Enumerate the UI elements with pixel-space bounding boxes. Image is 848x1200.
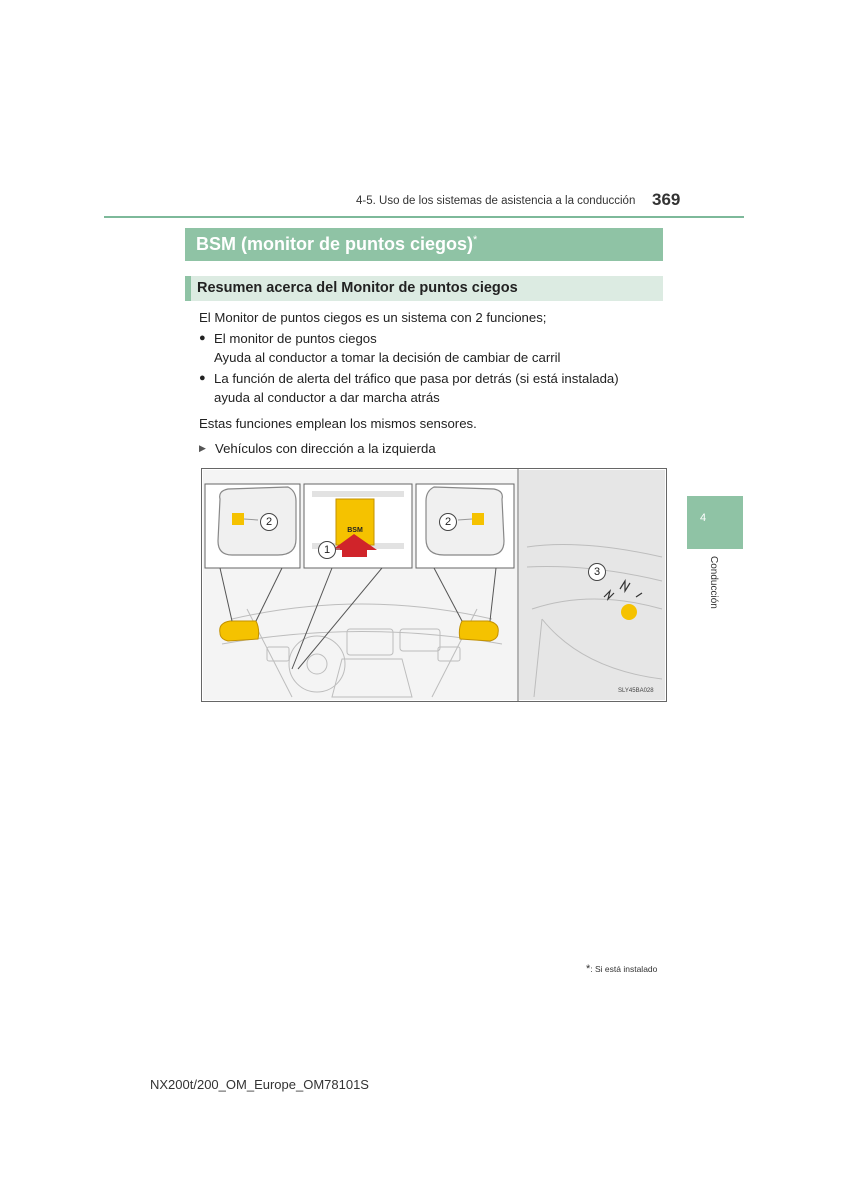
- footnote-text: : Si está instalado: [590, 964, 658, 974]
- right-mirror-indicator: [459, 621, 498, 641]
- bullet-2-title: La función de alerta del tráfico que pasa por detrás (si está instalada): [214, 371, 619, 386]
- page-title: [196, 234, 477, 255]
- intro-text: El Monitor de puntos ciegos es un sistema con 2 funciones;: [199, 310, 547, 325]
- subheading: Resumen acerca del Monitor de puntos ciegos: [197, 280, 518, 296]
- chapter-tab: [687, 496, 743, 549]
- page-number: 369: [652, 190, 681, 209]
- triangle-right-icon: ▶: [199, 443, 206, 453]
- bullet-icon: ●: [199, 372, 206, 384]
- rear-sensor-indicator: [621, 604, 637, 620]
- header-divider: [104, 216, 744, 218]
- footnote: [586, 963, 657, 975]
- sensors-note: Estas funciones emplean los mismos sensores.: [199, 416, 477, 431]
- callout-1: 1: [318, 541, 336, 559]
- figure-subcaption: Vehículos con dirección a la izquierda: [215, 441, 436, 456]
- chapter-label: Conducción: [708, 556, 719, 609]
- footnote-mark: *: [586, 963, 591, 975]
- bsm-illustration: [201, 468, 667, 702]
- callout-2-left: 2: [260, 513, 278, 531]
- callout-3: 3: [588, 563, 606, 581]
- bullet-1-title: El monitor de puntos ciegos: [214, 331, 377, 346]
- bullet-1-desc: Ayuda al conductor a tomar la decisión de cambiar de carril: [214, 350, 561, 365]
- chapter-number: 4: [700, 512, 707, 524]
- left-mirror-indicator: [220, 621, 259, 641]
- document-code: NX200t/200_OM_Europe_OM78101S: [150, 1077, 369, 1092]
- section-heading: 4-5. Uso de los sistemas de asistencia a la conducción: [356, 195, 636, 207]
- bullet-2-desc: ayuda al conductor a dar marcha atrás: [214, 390, 440, 405]
- bsm-button-label: BSM: [347, 527, 363, 534]
- figure-code: SLY45BA028: [618, 688, 654, 694]
- subheading-marker: [185, 276, 191, 301]
- page-title-text: BSM (monitor de puntos ciegos): [196, 234, 473, 254]
- callout-2-right: 2: [439, 513, 457, 531]
- title-footnote-mark: *: [473, 234, 478, 246]
- bullet-icon: ●: [199, 332, 206, 344]
